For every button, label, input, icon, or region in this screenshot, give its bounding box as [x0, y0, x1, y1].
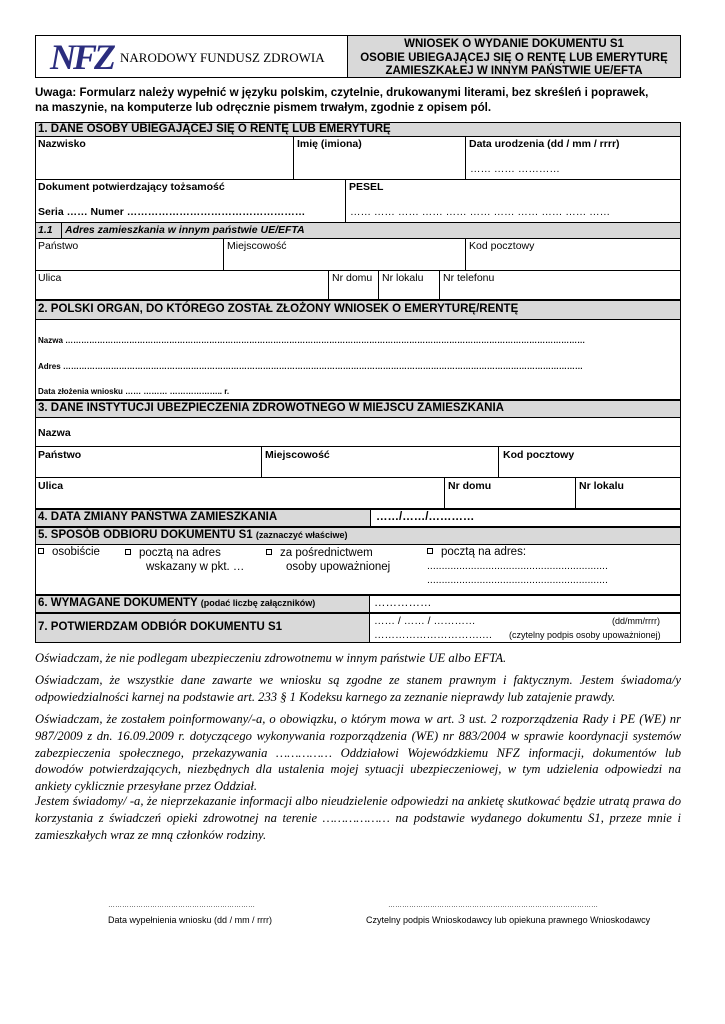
checkbox-personal[interactable] — [38, 548, 44, 554]
institution-name-field[interactable]: Nazwa — [38, 427, 71, 439]
receipt-signature-field[interactable]: ………………………….… — [374, 629, 493, 641]
first-name-field[interactable]: Imię (imiona) — [297, 138, 362, 150]
institution-house-number-field[interactable]: Nr domu — [448, 480, 492, 492]
series-number-field[interactable]: Seria …… Numer …………………………………………… — [38, 206, 306, 218]
submission-date-field[interactable]: Data złożenia wniosku …… ……… ……………….. r. — [38, 387, 230, 396]
applicant-signature-label: Czytelny podpis Wnioskodawcy lub opiekuna prawnego Wnioskodawcy — [366, 915, 651, 925]
surname-field[interactable]: Nazwisko — [38, 138, 86, 150]
date-signature-line[interactable]: ……………………………………………………… — [108, 902, 255, 909]
date-filled-label: Data wypełnienia wniosku (dd / mm / rrrr) — [108, 915, 273, 925]
city-field[interactable]: Miejscowość — [227, 240, 287, 252]
declaration-1: Oświadczam, że nie podlegam ubezpieczeniu zdrowotnemu w innym państwie UE albo EFTA. — [35, 651, 507, 665]
dob-label: Data urodzenia (dd / mm / rrrr) — [469, 138, 620, 150]
institution-city-field[interactable]: Miejscowość — [265, 449, 330, 461]
form-title-line-2: OSOBIE UBIEGAJĄCEJ SIĘ O RENTĘ LUB EMERYTURĘ — [360, 51, 668, 64]
org-name: NARODOWY FUNDUSZ ZDROWIA — [120, 50, 325, 65]
receipt-signature-hint: (czytelny podpis osoby upoważnionej) — [509, 630, 661, 640]
institution-flat-number-field[interactable]: Nr lokalu — [579, 480, 624, 492]
nfz-logo: NFZ — [50, 37, 113, 77]
pesel-field[interactable]: …… …… …… …… …… …… …… …… …… …… …… — [350, 206, 611, 218]
receipt-date-field[interactable]: …… / …… / ………… — [374, 615, 476, 627]
option-post-address-label-2: wskazany w pkt. … — [146, 561, 245, 573]
other-address-line-2[interactable]: .............................................................. — [427, 574, 608, 586]
phone-field[interactable]: Nr telefonu — [443, 272, 495, 284]
section-1-title: 1. DANE OSOBY UBIEGAJĄCEJ SIĘ O RENTĘ LUB EMERYTURĘ — [38, 123, 391, 135]
applicant-signature-line[interactable]: ……………………………………………………………………………… — [388, 902, 598, 909]
postcode-field[interactable]: Kod pocztowy — [469, 240, 535, 252]
institution-street-field[interactable]: Ulica — [38, 480, 64, 492]
option-personal-label: osobiście — [52, 546, 100, 558]
section-6-hint: (podać liczbę załączników) — [200, 598, 316, 608]
declaration-2: Oświadczam, że wszystkie dane zawarte we wniosku są zgodne ze stanem prawnym i faktycznym. Jestem świadoma/y odpowiedzialności karnej na podstawie art. 233 § 1 Kodeksu karnego za zeznanie nieprawdy lub zatajenie prawdy. — [35, 673, 681, 704]
section-7-title: 7. POTWIERDZAM ODBIÓR DOKUMENTU S1 — [38, 621, 283, 633]
section-4-title: 4. DATA ZMIANY PAŃSTWA ZAMIESZKANIA — [38, 511, 278, 523]
declaration-4: Jestem świadomy/ -a, że nieprzekazanie informacji albo nieudzielenie odpowiedzi na ankietę skutkować będzie utratą prawa do korzystania z świadczeń opieki zdrowotnej na terenie ……………… na podstawie wydanego dokumentu S1, przeze mnie i zamieszkałych wraz ze mną członków rodziny. — [35, 794, 681, 842]
form-title-line-3: ZAMIESZKAŁEJ W INNYM PAŃSTWIE UE/EFTA — [385, 65, 643, 77]
section-6-title: 6. WYMAGANE DOKUMENTY — [38, 597, 198, 609]
dob-field[interactable]: …… …… ………… — [470, 163, 560, 175]
authority-name-field[interactable]: Nazwa …………………………………………………………………………………………………………………………………………………………………………… — [38, 336, 586, 345]
residence-change-date-field[interactable]: ……/……/………… — [376, 511, 475, 523]
option-post-address-label: pocztą na adres — [139, 547, 221, 559]
authority-address-field[interactable]: Adres …………………………………………………………………………………………………………………………………………………………………………… — [38, 362, 583, 371]
declaration-3: Oświadczam, że zostałem poinformowany/-a, o obowiązku, o którym mowa w art. 3 ust. 2 rozporządzenia Rady i PE (WE) nr 987/2009 z dn. 16.09.2009 r. dotyczącego wykonywania rozporządzenia (WE) nr 883/2004 w sprawie koordynacji systemów zabezpieczenia społecznego, przekazywania …………… Oddziałowi Wojewódzkiemu NFZ informacji, dokumentów lub dowodów potwierdzających, niezbędnych dla ustalenia mojej sytuacji ubezpieczeniowej, w tym udzielenia odpowiedzi na ankiety cyklicznie przesyłane przez Oddział. — [35, 712, 681, 794]
id-document-label: Dokument potwierdzający tożsamość — [38, 181, 225, 193]
form-title-line-1: WNIOSEK O WYDANIE DOKUMENTU S1 — [404, 38, 624, 50]
checkbox-post-address[interactable] — [125, 549, 131, 555]
attachments-count-field[interactable]: …………… — [374, 597, 432, 609]
country-field[interactable]: Państwo — [38, 240, 79, 252]
house-number-field[interactable]: Nr domu — [332, 272, 373, 284]
subsection-1-1-title: Adres zamieszkania w innym państwie UE/EFTA — [65, 224, 305, 236]
section-2-title: 2. POLSKI ORGAN, DO KTÓREGO ZOSTAŁ ZŁOŻONY WNIOSEK O EMERYTURĘ/RENTĘ — [38, 303, 519, 315]
flat-number-field[interactable]: Nr lokalu — [382, 272, 424, 284]
receipt-date-format: (dd/mm/rrrr) — [612, 616, 660, 626]
pesel-label: PESEL — [349, 181, 384, 193]
checkbox-post-other-address[interactable] — [427, 548, 433, 554]
street-field[interactable]: Ulica — [38, 272, 62, 284]
subsection-1-1-number: 1.1 — [38, 224, 53, 236]
section-5-title: 5. SPOSÓB ODBIORU DOKUMENTU S1 — [38, 529, 253, 541]
option-authorized-person-label: za pośrednictwem — [280, 547, 373, 559]
institution-postcode-field[interactable]: Kod pocztowy — [503, 449, 575, 461]
other-address-line-1[interactable]: .............................................................. — [427, 560, 608, 572]
section-5-hint: (zaznaczyć właściwe) — [255, 530, 348, 540]
option-post-other-address-label: pocztą na adres: — [441, 546, 527, 558]
notice-line-1: Uwaga: Formularz należy wypełnić w języku polskim, czytelnie, drukowanymi literami, bez skreśleń i poprawek, — [35, 86, 649, 99]
section-3-title: 3. DANE INSTYTUCJI UBEZPIECZENIA ZDROWOTNEGO W MIEJSCU ZAMIESZKANIA — [38, 402, 504, 414]
option-authorized-person-label-2: osoby upoważnionej — [286, 561, 391, 573]
institution-country-field[interactable]: Państwo — [38, 449, 82, 461]
checkbox-authorized-person[interactable] — [266, 549, 272, 555]
notice-line-2: na maszynie, na komputerze lub odręcznie pismem trwałym, zgodnie z opisem pól. — [35, 101, 492, 114]
